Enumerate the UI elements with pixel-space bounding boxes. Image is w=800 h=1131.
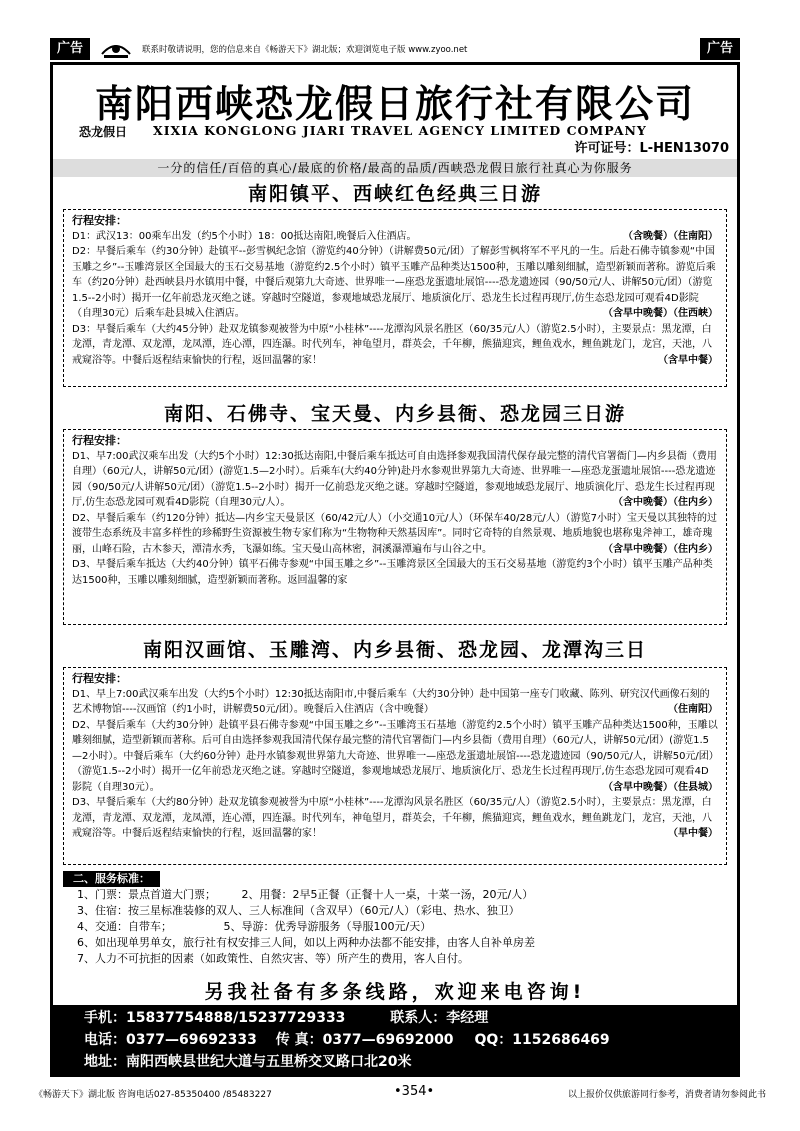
itinerary-day: [72, 322, 718, 369]
route-title: 南阳、石佛寺、宝天曼、内乡县衙、恐龙园三日游: [163, 403, 626, 425]
ad-label-left: 广告: [50, 38, 90, 60]
itinerary-day: [72, 795, 718, 842]
address: 南阳西峡县世纪大道与五里桥交叉路口北20米: [126, 1054, 412, 1070]
itinerary-day: [72, 557, 718, 588]
service-item: 7、人力不可抗拒的因素（如政策性、自然灾害、等）所产生的费用，客人自付。: [77, 952, 469, 965]
service-row: [63, 951, 727, 967]
contact-row-phone: [84, 1029, 706, 1051]
address-label: 地址：: [84, 1054, 126, 1070]
day-text: D2、早餐后乘车（约120分钟）抵达—内乡宝天曼景区（60/42元/人）（小交通10元/人）（环保车40/28元/人）（游览7小时）宝天曼以其独特的过渡带生态系统及丰富多样性的珍稀野生资源被生物专家们称为“生物物种天然基因库”。同时它奇特的自然景观、地质地貌也堪称鬼斧神工，雄奇瑰丽，山峰石险，古木参天，潭清水秀，飞瀑如练。宝天曼山高林密，洞溪瀑潭遍布与山谷之中。: [72, 512, 717, 555]
day-text: D1、早7:00武汉乘车出发（大约5个小时）12:30抵达南阳,中餐后乘车抵达可自由选择参观我国清代保存最完整的清代官署衙门—内乡县衙（费用自理）（60元/人，讲解50元/团）(游览1.5—2小时）。后乘车(大约40分钟)赴丹水参观世界第九大奇迹、世界唯一—座恐龙蛋遗址展馆----恐龙遗迹园（90/50元/人讲解50元/团）（游览1.5--2小时）揭开一亿前恐龙灭绝之谜。穿越时空隧道，参观地域恐龙展厅、地质演化厅、恐龙生长过程再现厅,仿生态恐龙园可观看4D影院（自理30元/人）。: [72, 450, 717, 508]
top-strip: [50, 38, 740, 62]
brand-name: 恐龙假日: [79, 125, 128, 139]
page-footer: [34, 1085, 766, 1101]
day-text: D1、早上7:00武汉乘车出发（大约5个小时）12:30抵达南阳市,中餐后乘车（大约30分钟）赴中国第一座专门收藏、陈列、研究汉代画像石刻的艺术博物馆----汉画馆（约1小时，讲解费50元/团）。晚餐后入住酒店（含中晚餐）: [72, 688, 710, 715]
service-item: 2、用餐：2早5正餐（正餐十人一桌，十菜一汤，20元/人）: [241, 888, 534, 901]
qq-label: QQ：: [474, 1032, 513, 1048]
license-number: 许可证号：L-HEN13070: [574, 141, 729, 156]
service-row: [63, 935, 727, 951]
schedule-label: 行程安排：: [72, 214, 127, 227]
fax-label: 传 真：: [275, 1032, 323, 1048]
phone-label: 电话：: [84, 1032, 126, 1048]
service-item: 6、如出现单男单女，旅行社有权安排三人间，如以上两种办法都不能安排，由客人自补单房差: [77, 936, 535, 949]
service-item: 4、交通：自带车；: [77, 920, 172, 933]
service-row: [63, 887, 727, 903]
top-note: 联系时敬请说明，您的信息来自《畅游天下》湖北版；欢迎浏览电子版 www.zyoo.net: [142, 45, 468, 55]
contact-row-mobile: [84, 1007, 706, 1029]
day-text: D3、早餐后乘车（大约80分钟）赴双龙镇参观被誉为中原“小桂林”----龙潭沟风景名胜区（60/35元/人）（游览2.5小时），主要景点：黑龙潭，白龙潭，青龙潭、双龙潭，龙凤潭，连心潭，四连瀑。时代列车，神龟望月，群英会，千年柳，熊猫迎宾，鲤鱼戏水，鲤鱼跳龙门，龙宫，天池，八戒窥浴等。中餐后返程结束愉快的行程，返回温馨的家！: [72, 797, 712, 839]
service-item: 3、住宿：按三星标准装修的双人、三人标准间（含双早）（60元/人）（彩电、热水、独卫）: [77, 904, 520, 917]
itinerary-day: [72, 718, 718, 796]
day-text: D2：早餐后乘车（约30分钟）赴镇平--彭雪枫纪念馆（游览约40分钟）（讲解费50元/团）了解彭雪枫将军不平凡的一生。后赴石佛寺镇参观“中国玉雕之乡”--玉雕湾景区全国最大的玉石交易基地（游览约2.5个小时）镇平玉雕产品种类达1500种，玉雕以雕刻细腻，造型新颖而著称。游览后乘车（约20分钟）赴西峡县丹水镇用中餐，中餐后观第九大奇迹、世界唯一—座恐龙蛋遗址展馆----恐龙遗迹园（90/50元/人、讲解50元/团）（游览1.5--2小时）揭开一亿年前恐龙灭绝之谜。穿越时空隧道，参观地域恐龙展厅、地质演化厅、恐龙生长过程再现厅,仿生态恐龙园可观看4D影院（自理30元）后乘车赴县城入住酒店。: [72, 246, 716, 319]
schedule-label: 行程安排：: [72, 672, 127, 685]
service-standards: [63, 871, 727, 979]
day-text: D3：早餐后乘车（大约45分钟）赴双龙镇参观被誉为中原“小桂林”----龙潭沟风景名胜区（60/35元/人）（游览2.5小时），主要景点：黑龙潭，白龙潭，青龙潭、双龙潭，龙凤潭，连心潭，四连瀑。时代列车，神龟望月，群英会，千年柳，熊猫迎宾，鲤鱼戏水，鲤鱼跳龙门，龙宫，天池，八戒窥浴等。中餐后返程结束愉快的行程，返回温馨的家！: [72, 323, 712, 366]
day-note: （住南阳）: [668, 704, 718, 715]
company-name: 南阳西峡恐龙假日旅行社有限公司: [94, 81, 695, 126]
service-row: [63, 903, 727, 919]
itinerary-day: [72, 511, 718, 558]
itinerary-day: [72, 229, 718, 245]
fax-number: 0377—69692000: [322, 1032, 454, 1048]
day-note: （含早中餐）: [658, 354, 718, 366]
mobile-label: 手机：: [84, 1010, 126, 1026]
route-itinerary: [63, 429, 727, 625]
phone-number: 0377—69692333: [126, 1032, 257, 1048]
day-note: （早中餐）: [668, 828, 718, 839]
qq-number: 1152686469: [512, 1032, 610, 1048]
contact-person: 李经理: [446, 1010, 489, 1026]
day-text: D3、早餐后乘车抵达（大约40分钟）镇平石佛寺参观“中国玉雕之乡”--玉雕湾景区全国最大的玉石交易基地（游览约3个小时）镇平玉雕产品种类达1500种，玉雕以雕刻细腻，造型新颖而著称。返回温馨的家: [72, 559, 713, 586]
contact-block: [50, 1005, 740, 1077]
service-item: 5、导游：优秀导游服务（导服100元/天）: [223, 920, 432, 933]
service-row: [63, 919, 727, 935]
route-title: 南阳镇平、西峡红色经典三日游: [247, 183, 542, 205]
footer-right: 以上报价仅供旅游同行参考，消费者请勿参阅此书: [567, 1090, 766, 1100]
person-label: 联系人：: [390, 1010, 447, 1026]
day-note: （含晚餐）（住南阳）: [623, 230, 718, 242]
route-itinerary: [63, 667, 727, 865]
service-item: 1、门票：景点首道大门票；: [77, 888, 216, 901]
magazine-logo-icon: [98, 38, 134, 60]
route-title: 南阳汉画馆、玉雕湾、内乡县衙、恐龙园、龙潭沟三日: [142, 639, 647, 661]
call-to-action: 另我社备有多条线路，欢迎来电咨询!: [204, 981, 586, 1003]
schedule-label: 行程安排：: [72, 434, 127, 447]
day-note: （含中晚餐）（住内乡）: [613, 497, 718, 508]
company-english-name: XIXIA KONGLONG JIARI TRAVEL AGENCY LIMITED COMPANY: [153, 123, 647, 138]
contact-row-address: [84, 1051, 706, 1073]
itinerary-day: [72, 687, 718, 718]
ad-label-right: 广告: [700, 38, 740, 60]
service-title: 二、服务标准：: [63, 871, 160, 887]
slogan: 一分的信任/百倍的真心/最底的价格/最高的品质/西峡恐龙假日旅行社真心为你服务: [53, 159, 737, 177]
day-note: （含早中晚餐）（住内乡）: [603, 543, 718, 555]
page-number: •354•: [394, 1084, 435, 1099]
day-text: D1：武汉13：00乘车出发（约5个小时）18：00抵达南阳,晚餐后入住酒店。: [72, 230, 417, 242]
mobile-number: 15837754888/15237729333: [126, 1010, 346, 1026]
route-itinerary: [63, 209, 727, 387]
itinerary-day: [72, 449, 718, 511]
day-text: D2、早餐后乘车（大约30分钟）赴镇平县石佛寺参观“中国玉雕之乡”--玉雕湾玉石基地（游览约2.5个小时）镇平玉雕产品种类达1500种，玉雕以雕刻细腻，造型新颖而著称。后可自由选择参观我国清代保存最完整的清代官署衙门—内乡县衙（费用自理）（60元/人，讲解50元/团）(游览1.5—2小时）。中餐后乘车（大约60分钟）赴丹水镇参观世界第九大奇迹、世界唯一—座恐龙蛋遗址展馆----恐龙遗迹园（90/50元/人，讲解50元/团）（游览1.5--2小时）揭开一亿年前恐龙灭绝之谜。穿越时空隧道，参观地域恐龙展厅、地质演化厅、恐龙生长过程再现厅,仿生态恐龙园可观看4D影院（自理30元）。: [72, 719, 718, 793]
footer-left: 《畅游天下》湖北版 咨询电话027-85350400 /85483227: [34, 1090, 272, 1100]
day-note: （含早中晚餐）（住县城）: [603, 781, 718, 793]
day-note: （含早中晚餐）（住西峡）: [603, 308, 718, 319]
ad-main-box: [50, 62, 740, 1020]
itinerary-day: [72, 244, 718, 322]
